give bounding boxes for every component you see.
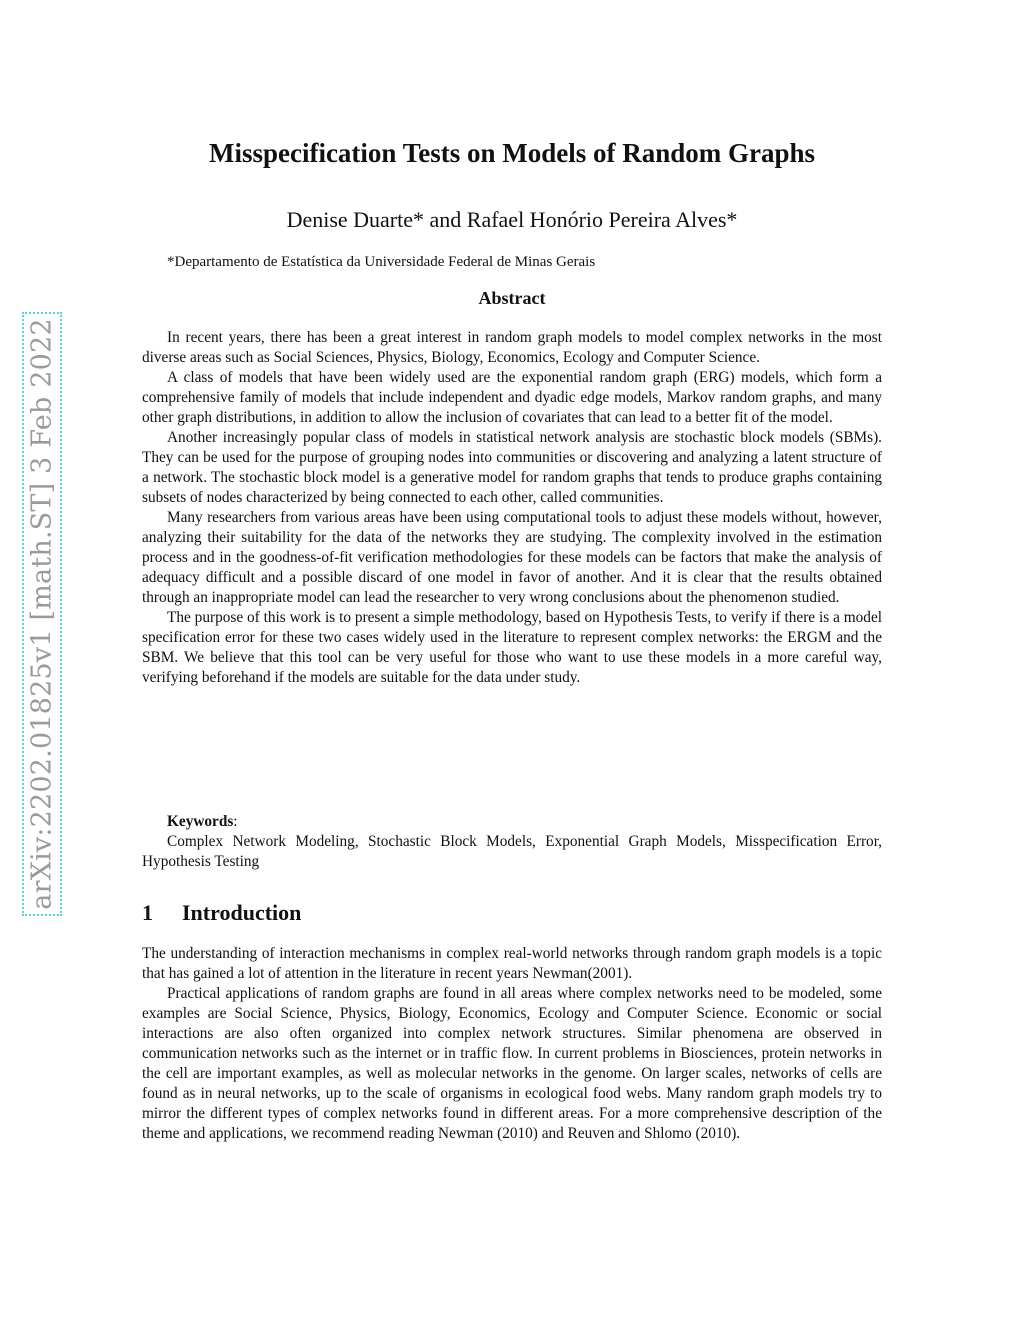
keywords-colon: : <box>233 813 238 830</box>
abstract-paragraph: A class of models that have been widely used are the exponential random graph (ERG) models, which form a comprehensive family of models that include independent and dyadic edge models, Markov random graphs, and many other graph distributions, in addition to allow the inclusion of covariates that can lead to a better fit of the model. <box>142 369 882 426</box>
intro-paragraph: Practical applications of random graphs are found in all areas where complex networks need to be modeled, some examples are Social Science, Physics, Biology, Economics, Ecology and Computer Science. Economic or social interactions are also often organized into complex network structures. Similar phenomena are observed in communication networks such as the internet or in traffic flow. In current problems in Biosciences, protein networks in the cell are important examples, as well as molecular networks in the genome. On larger scales, networks of cells are found as in neural networks, up to the scale of organisms in ecological food webs. Many random graph models try to mirror the different types of complex networks found in different areas. For a more comprehensive description of the theme and applications, we recommend reading Newman (2010) and Reuven and Shlomo (2010). <box>142 985 882 1142</box>
author-affiliation: *Departamento de Estatística da Universidade Federal de Minas Gerais <box>167 254 596 270</box>
keywords-block <box>142 812 882 872</box>
abstract-paragraph: Another increasingly popular class of models in statistical network analysis are stochastic block models (SBMs). They can be used for the purpose of grouping nodes into communities or discovering and analyzing a latent structure of a network. The stochastic block model is a generative model for random graphs that tends to produce graphs containing subsets of nodes characterized by being connected to each other, called communities. <box>142 429 882 506</box>
introduction-body <box>142 944 882 1144</box>
abstract-paragraph: Many researchers from various areas have been using computational tools to adjust these models without, however, analyzing their suitability for the data of the networks they are studying. The complexity involved in the estimation process and in the goodness-of-fit verification methodologies for these models can be factors that make the analysis of adequacy difficult and a possible discard of one model in favor of another. And it is clear that the results obtained through an inappropriate model can lead the researcher to very wrong conclusions about the phenomenon studied. <box>142 509 882 606</box>
keywords-list <box>142 832 882 872</box>
keywords-heading <box>142 812 882 832</box>
arxiv-identifier-stamp <box>22 312 62 916</box>
abstract-paragraph: The purpose of this work is to present a simple methodology, based on Hypothesis Tests, to verify if there is a model specification error for these two cases widely used in the literature to represent complex networks: the ERGM and the SBM. We believe that this tool can be very useful for those who want to use these models in a more careful way, verifying beforehand if the models are suitable for the data under study. <box>142 609 882 686</box>
abstract-paragraph: In recent years, there has been a great interest in random graph models to model complex networks in the most diverse areas such as Social Sciences, Physics, Biology, Economics, Ecology and Computer Science. <box>142 329 882 366</box>
paper-authors: Denise Duarte* and Rafael Honório Pereira Alves* <box>286 207 738 232</box>
intro-paragraph: The understanding of interaction mechanisms in complex real-world networks through random graph models is a topic that has gained a lot of attention in the literature in recent years Newman(2001). <box>142 945 882 982</box>
abstract-heading: Abstract <box>478 288 546 308</box>
section-heading <box>142 900 301 926</box>
section-title: Introduction <box>182 900 302 925</box>
abstract-body <box>142 328 882 688</box>
paper-title: Misspecification Tests on Models of Random Graphs <box>208 138 816 168</box>
keywords-label: Keywords <box>167 813 234 830</box>
keywords-text: Complex Network Modeling, Stochastic Block Models, Exponential Graph Models, Misspecification Error, Hypothesis Testing <box>142 833 882 870</box>
section-number: 1 <box>142 900 153 925</box>
arxiv-identifier: arXiv:2202.01825v1 [math.ST] 3 Feb 2022 <box>26 318 58 910</box>
